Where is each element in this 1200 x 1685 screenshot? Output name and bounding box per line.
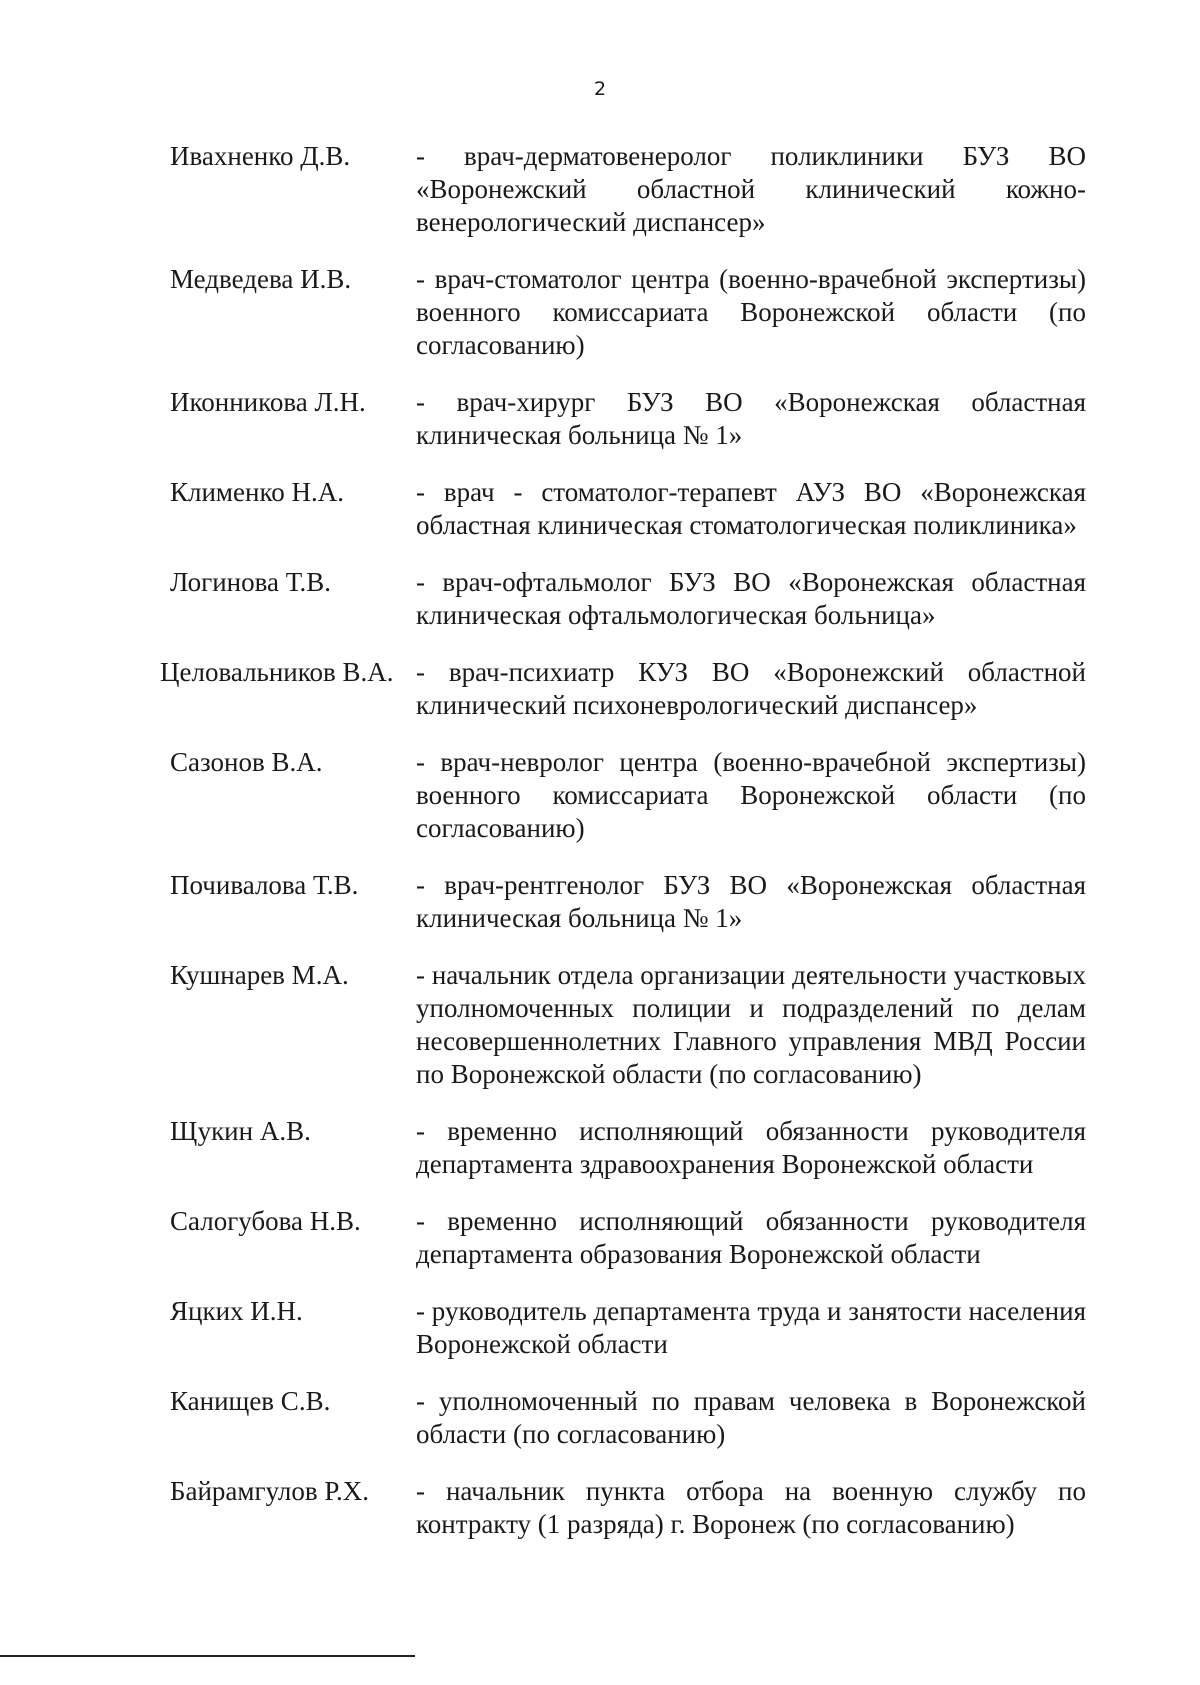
member-entry [160, 1295, 1086, 1361]
member-position: - врач-рентгенолог БУЗ ВО «Воронежская областная клиническая больница № 1» [416, 870, 1086, 933]
member-name: Почивалова Т.В. [170, 870, 359, 900]
member-entry [160, 386, 1086, 452]
commission-members-list [160, 140, 1086, 1565]
footer-divider-line [0, 1655, 415, 1657]
member-position: - врач-невролог центра (военно-врачебной экспертизы) военного комиссариата Воронежской области (по согласованию) [416, 747, 1086, 843]
member-position: - врач-дерматовенеролог поликлиники БУЗ ВО «Воронежский областной клинический кожно-венерологический диспансер» [416, 141, 1086, 237]
member-entry [160, 476, 1086, 542]
member-entry [160, 1115, 1086, 1181]
member-name: Яцких И.Н. [170, 1296, 303, 1326]
member-name: Клименко Н.А. [170, 477, 344, 507]
member-position: - врач-стоматолог центра (военно-врачебной экспертизы) военного комиссариата Воронежской области (по согласованию) [416, 264, 1086, 360]
member-name: Салогубова Н.В. [170, 1206, 361, 1236]
member-name: Кушнарев М.А. [170, 960, 349, 990]
member-position: - начальник отдела организации деятельности участковых уполномоченных полиции и подразделений по делам несовершеннолетних Главного управления МВД России по Воронежской области (по согласованию) [416, 960, 1086, 1089]
member-name: Целовальников В.А. [160, 657, 394, 687]
member-entry [160, 1475, 1086, 1541]
member-position: - уполномоченный по правам человека в Воронежской области (по согласованию) [416, 1386, 1086, 1449]
member-name: Ивахненко Д.В. [170, 141, 351, 171]
member-entry [160, 1205, 1086, 1271]
member-entry [160, 1385, 1086, 1451]
member-name: Сазонов В.А. [170, 747, 323, 777]
member-entry [160, 656, 1086, 722]
member-position: - врач-офтальмолог БУЗ ВО «Воронежская областная клиническая офтальмологическая больница» [416, 567, 1086, 630]
page-number: 2 [593, 78, 607, 100]
member-position: - временно исполняющий обязанности руководителя департамента образования Воронежской области [416, 1206, 1086, 1269]
member-name: Канищев С.В. [170, 1386, 331, 1416]
member-entry [160, 140, 1086, 239]
member-entry [160, 959, 1086, 1091]
member-entry [160, 263, 1086, 362]
member-entry [160, 746, 1086, 845]
member-position: - руководитель департамента труда и занятости населения Воронежской области [416, 1296, 1086, 1359]
member-name: Иконникова Л.Н. [170, 387, 366, 417]
member-position: - врач-психиатр КУЗ ВО «Воронежский областной клинический психоневрологический диспансер» [416, 657, 1086, 720]
member-name: Щукин А.В. [170, 1116, 311, 1146]
member-position: - начальник пункта отбора на военную службу по контракту (1 разряда) г. Воронеж (по согласованию) [416, 1476, 1086, 1539]
member-name: Логинова Т.В. [170, 567, 332, 597]
member-entry [160, 566, 1086, 632]
member-name: Медведева И.В. [170, 264, 352, 294]
member-name: Байрамгулов Р.Х. [170, 1476, 370, 1506]
member-entry [160, 869, 1086, 935]
member-position: - врач - стоматолог-терапевт АУЗ ВО «Воронежская областная клиническая стоматологическая поликлиника» [416, 477, 1086, 540]
member-position: - временно исполняющий обязанности руководителя департамента здравоохранения Воронежской области [416, 1116, 1086, 1179]
member-position: - врач-хирург БУЗ ВО «Воронежская областная клиническая больница № 1» [416, 387, 1086, 450]
